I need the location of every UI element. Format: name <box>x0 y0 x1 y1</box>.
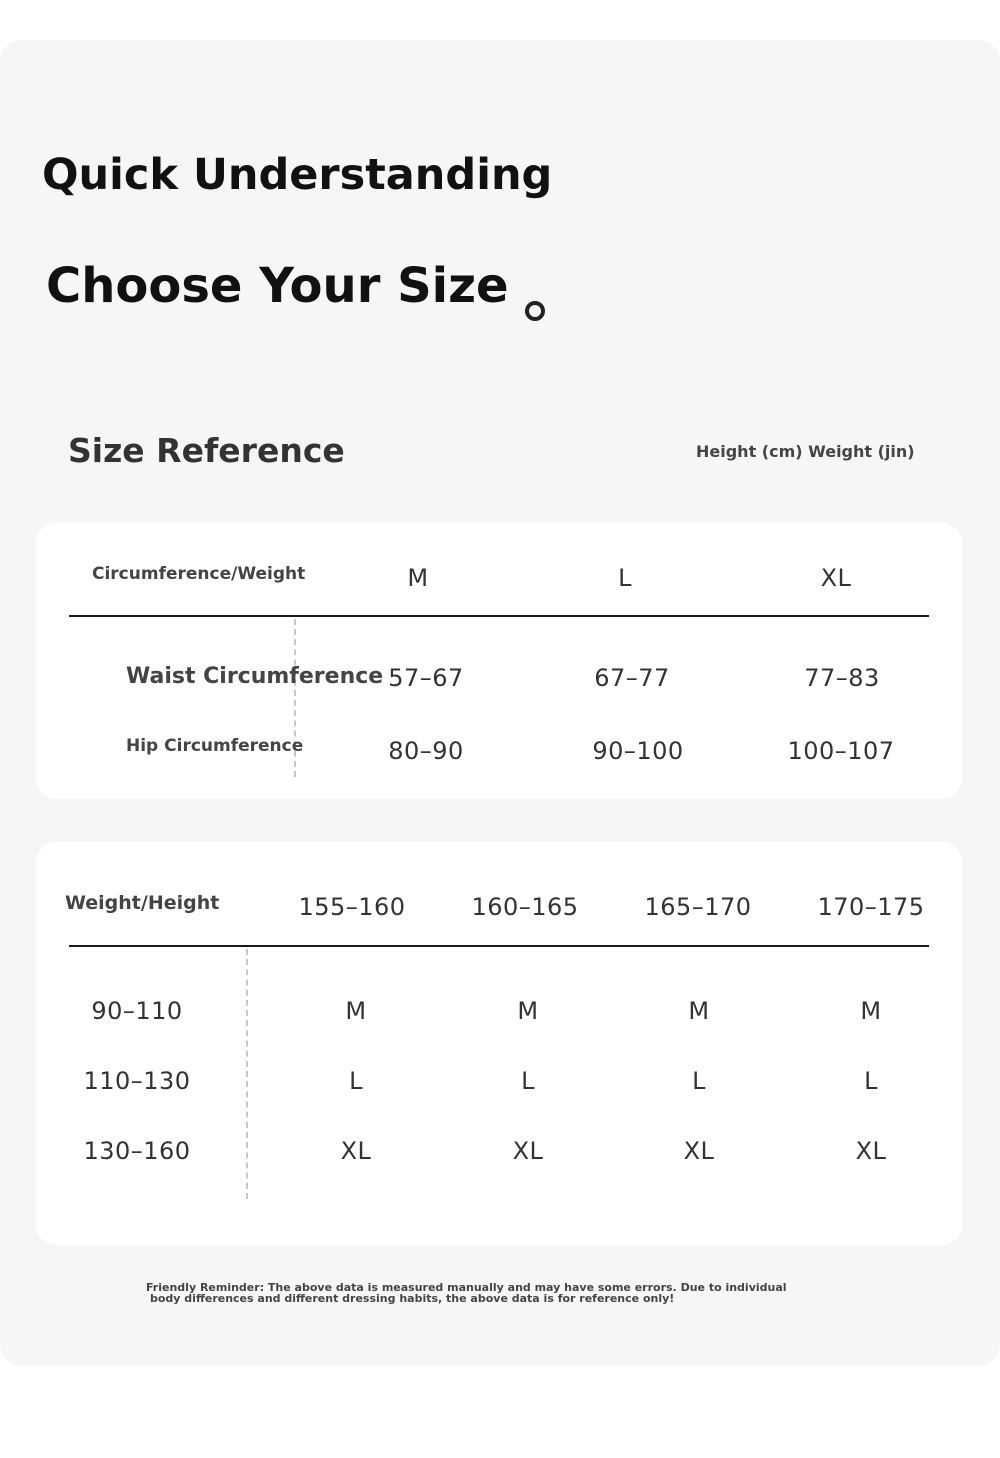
row-label: 90–110 <box>91 997 183 1025</box>
table-cell: XL <box>340 1137 372 1165</box>
column-header: M <box>407 564 429 592</box>
circumference-table <box>36 523 962 799</box>
reminder-line: Friendly Reminder: The above data is measured manually and may have some errors. Due to individual <box>146 1281 787 1294</box>
column-header: L <box>618 564 632 592</box>
page-title: Quick Understanding <box>42 150 553 200</box>
column-header: 155–160 <box>298 893 406 921</box>
table-cell: L <box>864 1067 878 1095</box>
table-cell: XL <box>855 1137 887 1165</box>
table-cell: 57–67 <box>388 664 464 692</box>
table-cell: XL <box>683 1137 715 1165</box>
column-header: 160–165 <box>471 893 579 921</box>
page-subtitle: Choose Your Size <box>46 258 509 314</box>
table-cell: M <box>517 997 539 1025</box>
friendly-reminder <box>146 1282 787 1304</box>
table-cell: L <box>349 1067 363 1095</box>
column-header: XL <box>820 564 852 592</box>
header-divider <box>69 945 929 947</box>
table-cell: 100–107 <box>787 737 895 765</box>
ring-icon <box>525 301 545 321</box>
table-cell: M <box>688 997 710 1025</box>
table-cell: XL <box>512 1137 544 1165</box>
weight-height-table <box>36 842 962 1245</box>
header-divider <box>69 615 929 617</box>
table-corner-label: Weight/Height <box>65 892 220 914</box>
column-divider <box>246 949 248 1199</box>
table-cell: 80–90 <box>388 737 464 765</box>
table-cell: M <box>860 997 882 1025</box>
units-note: Height (cm) Weight (jin) <box>696 442 915 461</box>
table-cell: 77–83 <box>804 664 880 692</box>
table-cell: 90–100 <box>592 737 684 765</box>
section-title: Size Reference <box>68 431 345 470</box>
table-cell: 67–77 <box>594 664 670 692</box>
reminder-line: body differences and different dressing habits, the above data is for reference only! <box>150 1292 675 1305</box>
row-label: 110–130 <box>83 1067 191 1095</box>
table-cell: M <box>345 997 367 1025</box>
table-cell: L <box>692 1067 706 1095</box>
table-corner-label: Circumference/Weight <box>92 564 306 584</box>
table-cell: L <box>521 1067 535 1095</box>
column-header: 170–175 <box>817 893 925 921</box>
column-header: 165–170 <box>644 893 752 921</box>
row-label: Hip Circumference <box>126 736 304 756</box>
row-label: 130–160 <box>83 1137 191 1165</box>
row-label: Waist Circumference <box>126 664 384 689</box>
